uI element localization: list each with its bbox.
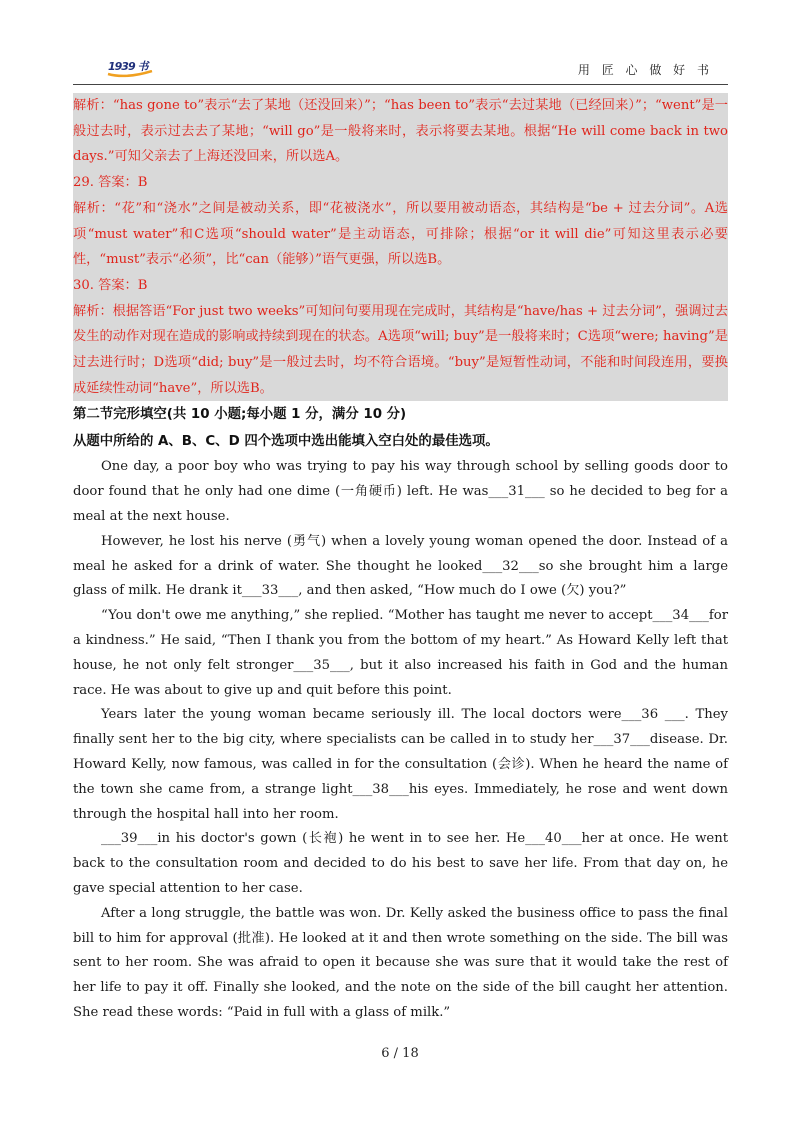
header-slogan: 用 匠 心 做 好 书: [577, 63, 713, 77]
page-number: 6 / 18: [381, 1046, 419, 1061]
cloze-passage: [73, 455, 728, 1025]
page-header: [0, 0, 800, 90]
passage-paragraph: After a long struggle, the battle was won. Dr. Kelly asked the business office to pass the final bill to him for approval (批准). He looked at it and then wrote something on the side. The bill was sent to her room. She was afraid to open it because she was sure that it would take the rest of her life to pay it off. Finally she looked, and the note on the side of the bill caught her attention. She read these words: “Paid in full with a glass of milk.”: [73, 905, 728, 1020]
passage-paragraph: One day, a poor boy who was trying to pay his way through school by selling goods door to door found that he only had one dime (一角硬币) left. He was___31___ so he decided to beg for a meal at the next house.: [73, 459, 728, 525]
logo-text: 1939 书: [108, 60, 148, 73]
section-instruction: 从题中所给的 A、B、C、D 四个选项中选出能填入空白处的最佳选项。: [73, 434, 499, 450]
answer-paragraph: 解析：根据答语“For just two weeks”可知问句要用现在完成时，其结构是“have/has + 过去分词”，强调过去发生的动作对现在造成的影响或持续到现在的状态。A选项“will; buy”是一般将来时；C选项“were; having”是过去进行时；D选项“did; buy”是一般过去时，均不符合语境。“buy”是短暂性动词，不能和时间段连用，要换成延续性动词“have”，所以选B。: [73, 303, 728, 396]
passage-paragraph: However, he lost his nerve (勇气) when a lovely young woman opened the door. Instead of a meal he asked for a drink of water. She thought he looked___32___so she brought him a large glass of milk. He drank it___33___, and then asked, “How much do I owe (欠) you?”: [73, 533, 728, 599]
publisher-logo: [106, 56, 156, 78]
header-divider: [73, 84, 728, 85]
answer-paragraph: 解析：“has gone to”表示“去了某地（还没回来）”；“has been to”表示“去过某地（已经回来）”；“went”是一般过去时，表示过去去了某地；“will go”是一般将来时，表示将要去某地。根据“He will come back in two days.”可知父亲去了上海还没回来，所以选A。: [73, 98, 728, 165]
answer-paragraph: 30. 答案：B: [73, 277, 148, 293]
page-content: [73, 93, 728, 1026]
passage-paragraph: Years later the young woman became seriously ill. The local doctors were___36 ___. They finally sent her to the big city, where specialists can be called in to study her___37___disease. Dr. Howard Kelly, now famous, was called in for the consultation (会诊). When he heard the name of the town she came from, a strange light___38___his eyes. Immediately, he rose and went down through the hospital hall into her room.: [73, 707, 728, 822]
answer-paragraph: 29. 答案：B: [73, 175, 148, 191]
section-title: 第二节完形填空(共 10 小题;每小题 1 分，满分 10 分): [73, 407, 407, 423]
passage-paragraph: ___39___in his doctor's gown (长袍) he went in to see her. He___40___her at once. He went back to the consultation room and decided to do his best to save her life. From that day on, he gave special attention to her case.: [73, 831, 728, 896]
passage-paragraph: “You don't owe me anything,” she replied. “Mother has taught me never to accept___34___for a kindness.” He said, “Then I thank you from the bottom of my heart.” As Howard Kelly left that house, he not only felt stronger___35___, but it also increased his faith in God and the human race. He was about to give up and quit before this point.: [73, 608, 728, 698]
answer-explanations: [73, 93, 728, 401]
logo-swoosh-icon: [106, 70, 156, 78]
answer-paragraph: 解析：“花”和“浇水”之间是被动关系，即“花被浇水”，所以要用被动语态，其结构是“be + 过去分词”。A选项“must water”和C选项“should water”是主动语态，可排除；根据“or it will die”可知这里表示必要性，“must”表示“必须”，比“can（能够）”语气更强，所以选B。: [73, 200, 728, 268]
